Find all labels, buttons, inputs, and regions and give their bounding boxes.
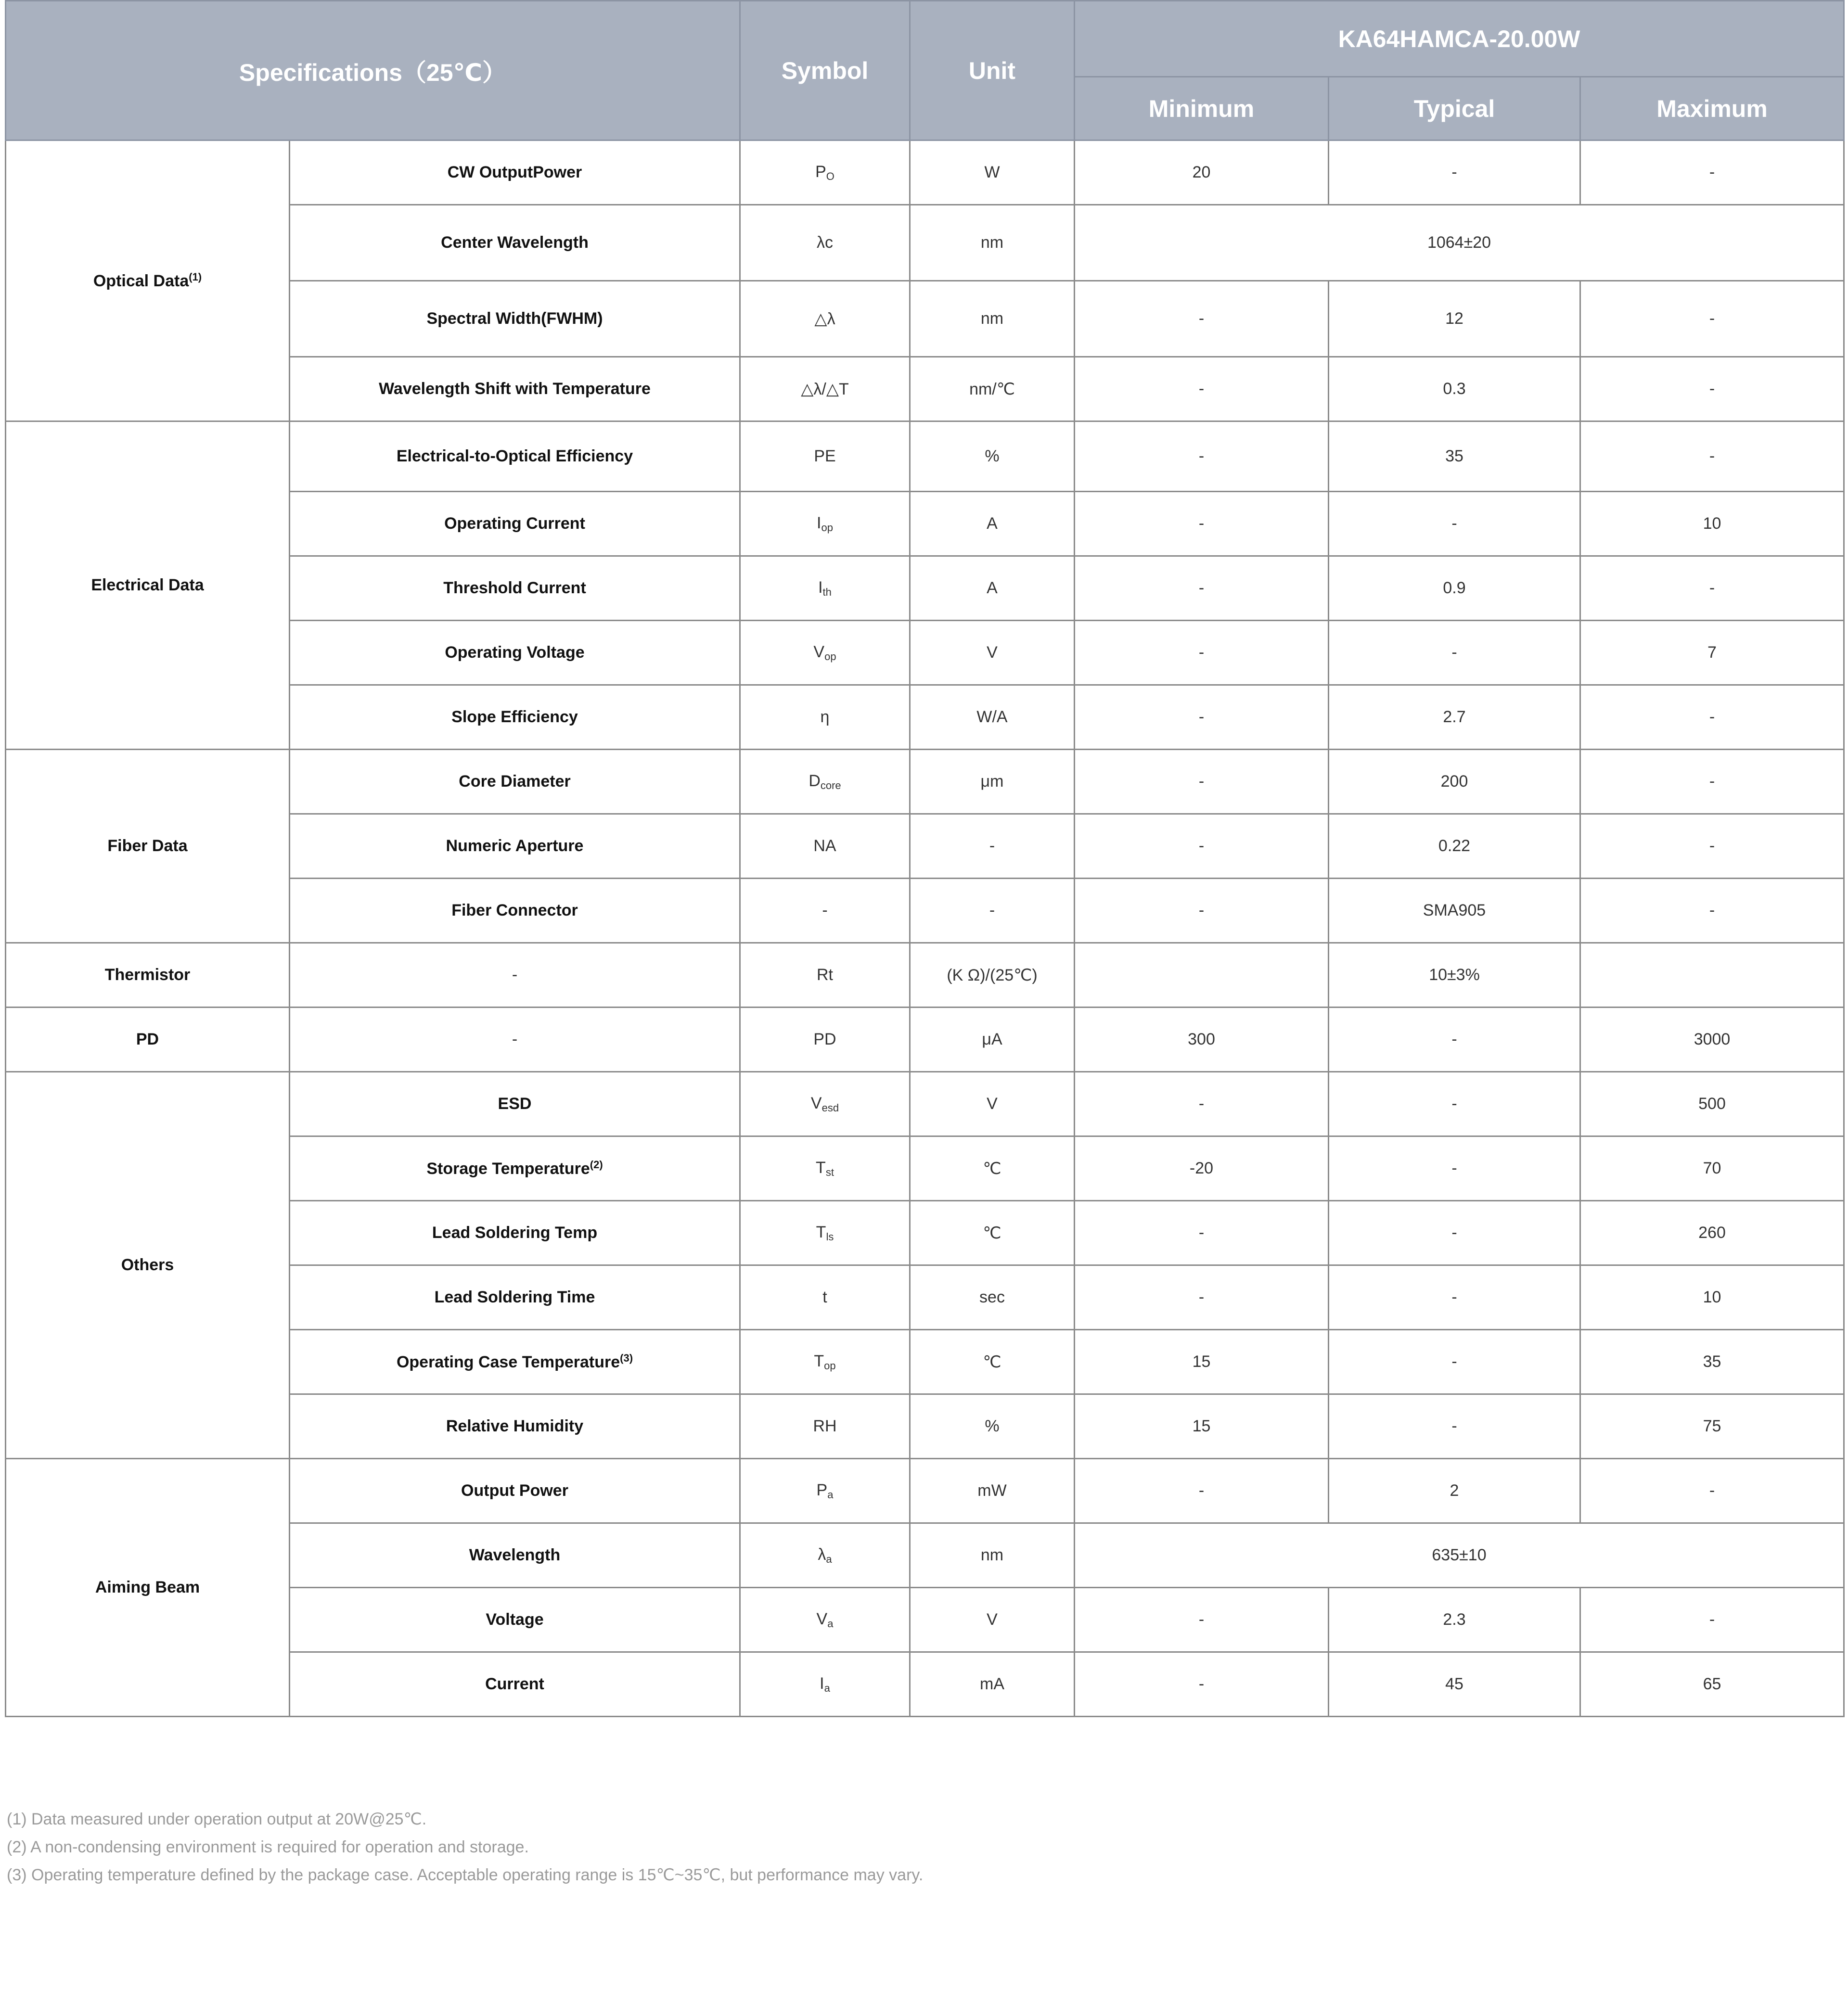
param-cell: Spectral Width(FWHM) [290, 281, 740, 357]
unit-cell: % [910, 421, 1075, 492]
unit-cell: A [910, 556, 1075, 621]
typ-cell: - [1329, 1265, 1580, 1330]
header-specifications: Specifications（25℃） [6, 1, 740, 140]
symbol-cell: $T_{op}$ [740, 1330, 910, 1394]
max-cell: - [1580, 685, 1844, 750]
unit-cell: mW [910, 1459, 1075, 1523]
symbol-cell: η [740, 685, 910, 750]
max-cell: 65 [1580, 1652, 1844, 1717]
param-cell: Operating Voltage [290, 621, 740, 685]
param-cell: Fiber Connector [290, 879, 740, 943]
typ-cell: 2 [1329, 1459, 1580, 1523]
group-electrical-data: Electrical Data [6, 421, 290, 750]
typ-cell: 45 [1329, 1652, 1580, 1717]
symbol-cell: $V_{op}$ [740, 621, 910, 685]
group-thermistor: Thermistor [6, 943, 290, 1008]
min-cell: - [1075, 1459, 1329, 1523]
unit-cell: (K Ω)/(25℃) [910, 943, 1075, 1008]
symbol-cell: Rt [740, 943, 910, 1008]
min-cell: - [1075, 1072, 1329, 1136]
min-cell: 15 [1075, 1394, 1329, 1459]
unit-cell: % [910, 1394, 1075, 1459]
group-optical-data: Optical Data$^{(1)}$ [6, 140, 290, 421]
max-cell: 35 [1580, 1330, 1844, 1394]
unit-cell: ℃ [910, 1330, 1075, 1394]
footnote: (1) Data measured under operation output at 20W@25℃. [7, 1810, 427, 1828]
min-cell: - [1075, 1588, 1329, 1652]
typ-cell: 35 [1329, 421, 1580, 492]
param-cell: Core Diameter [290, 750, 740, 814]
min-cell: - [1075, 750, 1329, 814]
symbol-cell: $I_a$ [740, 1652, 910, 1717]
symbol-cell: $\lambda_a$ [740, 1523, 910, 1588]
max-cell: - [1580, 814, 1844, 879]
typ-cell: 0.3 [1329, 357, 1580, 421]
max-cell: - [1580, 421, 1844, 492]
typ-cell: 0.9 [1329, 556, 1580, 621]
max-cell: 7 [1580, 621, 1844, 685]
param-cell: CW OutputPower [290, 140, 740, 205]
unit-cell: A [910, 492, 1075, 556]
min-cell: - [1075, 1265, 1329, 1330]
param-cell: Operating Case Temperature$^{(3)}$ [290, 1330, 740, 1394]
min-cell: 20 [1075, 140, 1329, 205]
max-cell: - [1580, 1459, 1844, 1523]
param-cell: Operating Current [290, 492, 740, 556]
unit-cell: μA [910, 1008, 1075, 1072]
symbol-cell: △λ [740, 281, 910, 357]
symbol-cell: $P_a$ [740, 1459, 910, 1523]
unit-cell: W [910, 140, 1075, 205]
symbol-cell: PE [740, 421, 910, 492]
group-others: Others [6, 1072, 290, 1459]
unit-cell: nm [910, 281, 1075, 357]
min-cell: 15 [1075, 1330, 1329, 1394]
unit-cell: nm [910, 205, 1075, 281]
typ-cell: - [1329, 621, 1580, 685]
value-span-cell: 635±10 [1075, 1523, 1844, 1588]
typ-cell: 200 [1329, 750, 1580, 814]
typ-cell: - [1329, 1201, 1580, 1265]
param-cell: Threshold Current [290, 556, 740, 621]
symbol-cell: $T_{st}$ [740, 1136, 910, 1201]
min-cell: -20 [1075, 1136, 1329, 1201]
unit-cell: V [910, 621, 1075, 685]
min-cell: - [1075, 421, 1329, 492]
unit-cell: V [910, 1072, 1075, 1136]
max-cell: - [1580, 879, 1844, 943]
symbol-cell: λc [740, 205, 910, 281]
symbol-cell: t [740, 1265, 910, 1330]
unit-cell: W/A [910, 685, 1075, 750]
param-cell: Slope Efficiency [290, 685, 740, 750]
unit-cell: μm [910, 750, 1075, 814]
unit-cell: mA [910, 1652, 1075, 1717]
symbol-cell: $D_{core}$ [740, 750, 910, 814]
param-cell: Numeric Aperture [290, 814, 740, 879]
param-cell: Electrical-to-Optical Efficiency [290, 421, 740, 492]
typ-cell: - [1329, 1008, 1580, 1072]
param-cell: ESD [290, 1072, 740, 1136]
unit-cell: nm/℃ [910, 357, 1075, 421]
max-cell: - [1580, 1588, 1844, 1652]
header-typical: Typical [1329, 77, 1580, 140]
header-unit: Unit [910, 1, 1075, 140]
param-cell: Wavelength Shift with Temperature [290, 357, 740, 421]
group-fiber-data: Fiber Data [6, 750, 290, 943]
unit-cell: nm [910, 1523, 1075, 1588]
max-cell: 70 [1580, 1136, 1844, 1201]
typ-cell: SMA905 [1329, 879, 1580, 943]
max-cell: - [1580, 281, 1844, 357]
max-cell: 3000 [1580, 1008, 1844, 1072]
header-minimum: Minimum [1075, 77, 1329, 140]
typ-cell: - [1329, 1330, 1580, 1394]
typ-cell: - [1329, 492, 1580, 556]
header-model: KA64HAMCA-20.00W [1075, 1, 1844, 77]
param-cell: Output Power [290, 1459, 740, 1523]
param-cell: Relative Humidity [290, 1394, 740, 1459]
symbol-cell: $T_{ls}$ [740, 1201, 910, 1265]
symbol-cell: $P_O$ [740, 140, 910, 205]
symbol-cell: △λ/△T [740, 357, 910, 421]
symbol-cell: NA [740, 814, 910, 879]
unit-cell: sec [910, 1265, 1075, 1330]
footnotes [7, 1805, 923, 1889]
unit-cell: ℃ [910, 1201, 1075, 1265]
min-cell: - [1075, 281, 1329, 357]
symbol-cell: $I_{th}$ [740, 556, 910, 621]
typ-cell: - [1329, 1394, 1580, 1459]
max-cell: - [1580, 140, 1844, 205]
param-cell: Center Wavelength [290, 205, 740, 281]
max-cell: 75 [1580, 1394, 1844, 1459]
param-cell: Wavelength [290, 1523, 740, 1588]
min-cell: - [1075, 685, 1329, 750]
min-cell: - [1075, 1201, 1329, 1265]
header-symbol: Symbol [740, 1, 910, 140]
unit-cell: - [910, 879, 1075, 943]
param-cell: Current [290, 1652, 740, 1717]
param-cell: Lead Soldering Temp [290, 1201, 740, 1265]
unit-cell: - [910, 814, 1075, 879]
specifications-table [5, 0, 1845, 1717]
footnote: (3) Operating temperature defined by the package case. Acceptable operating range is 15℃~35℃, but performance may vary. [7, 1866, 924, 1884]
max-cell: 10 [1580, 492, 1844, 556]
group-pd: PD [6, 1008, 290, 1072]
min-cell [1075, 943, 1329, 1008]
param-cell: Voltage [290, 1588, 740, 1652]
param-cell: Lead Soldering Time [290, 1265, 740, 1330]
max-cell [1580, 943, 1844, 1008]
symbol-cell: $V_a$ [740, 1588, 910, 1652]
min-cell: - [1075, 814, 1329, 879]
header-maximum: Maximum [1580, 77, 1844, 140]
typ-cell: - [1329, 1136, 1580, 1201]
typ-cell: - [1329, 1072, 1580, 1136]
min-cell: - [1075, 357, 1329, 421]
footnote: (2) A non-condensing environment is required for operation and storage. [7, 1838, 529, 1856]
min-cell: - [1075, 1652, 1329, 1717]
min-cell: - [1075, 621, 1329, 685]
min-cell: - [1075, 879, 1329, 943]
typ-cell: - [1329, 140, 1580, 205]
param-cell: - [290, 1008, 740, 1072]
max-cell: - [1580, 556, 1844, 621]
typ-cell: 12 [1329, 281, 1580, 357]
value-span-cell: 1064±20 [1075, 205, 1844, 281]
min-cell: 300 [1075, 1008, 1329, 1072]
symbol-cell: - [740, 879, 910, 943]
symbol-cell: RH [740, 1394, 910, 1459]
max-cell: - [1580, 357, 1844, 421]
typ-cell: 10±3% [1329, 943, 1580, 1008]
param-cell: Storage Temperature$^{(2)}$ [290, 1136, 740, 1201]
min-cell: - [1075, 492, 1329, 556]
typ-cell: 0.22 [1329, 814, 1580, 879]
param-cell: - [290, 943, 740, 1008]
symbol-cell: $I_{op}$ [740, 492, 910, 556]
max-cell: 260 [1580, 1201, 1844, 1265]
unit-cell: V [910, 1588, 1075, 1652]
max-cell: 500 [1580, 1072, 1844, 1136]
symbol-cell: $V_{esd}$ [740, 1072, 910, 1136]
unit-cell: ℃ [910, 1136, 1075, 1201]
max-cell: 10 [1580, 1265, 1844, 1330]
typ-cell: 2.7 [1329, 685, 1580, 750]
group-aiming-beam: Aiming Beam [6, 1459, 290, 1717]
max-cell: - [1580, 750, 1844, 814]
min-cell: - [1075, 556, 1329, 621]
typ-cell: 2.3 [1329, 1588, 1580, 1652]
symbol-cell: PD [740, 1008, 910, 1072]
